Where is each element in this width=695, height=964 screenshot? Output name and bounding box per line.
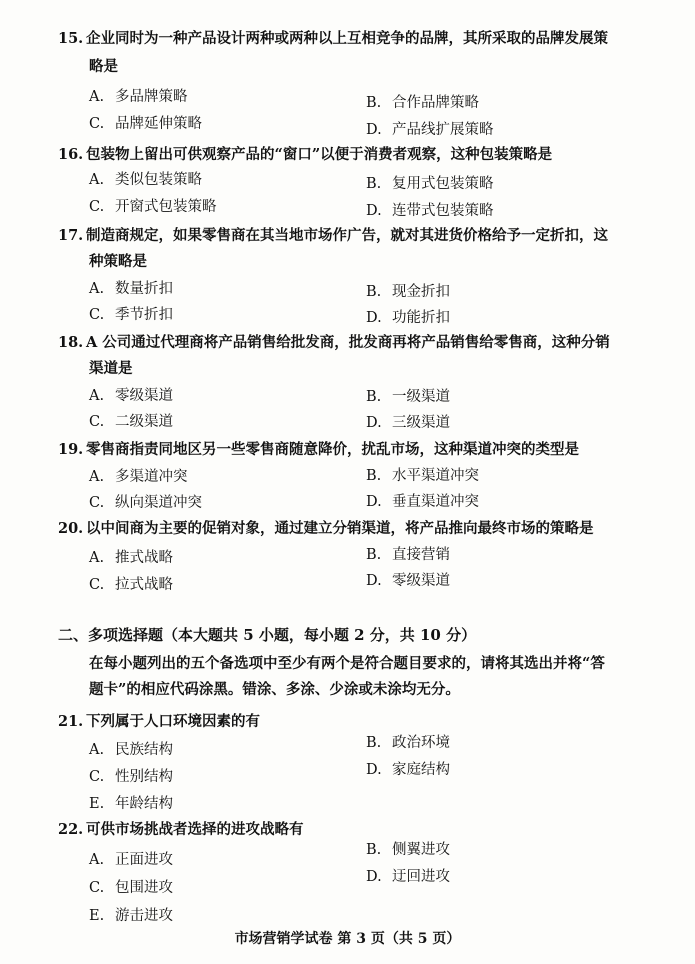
question-15 [58,27,608,48]
option-b: B. 直接营销 [366,547,450,563]
question-text: 制造商规定，如果零售商在其当地市场作广告，就对其进货价格给予一定折扣，这 [86,227,608,244]
option-c: C. 二级渠道 [89,414,173,430]
question-number: 16. [58,146,84,163]
option-c: C. 性别结构 [89,769,173,785]
question-text: 企业同时为一种产品设计两种或两种以上互相竞争的品牌，其所采取的品牌发展策 [86,30,608,47]
option-d: D. 家庭结构 [366,762,450,778]
option-a: A. 零级渠道 [89,388,173,404]
option-a: A. 多品牌策略 [89,89,188,105]
section-title: 二、多项选择题（本大题共 5 小题，每小题 2 分，共 10 分） [58,626,477,644]
section-instructions-line1: 在每小题列出的五个备选项中至少有两个是符合题目要求的，请将其选出并将“答 [89,655,605,672]
option-b: B. 一级渠道 [366,389,450,405]
option-e: E. 年龄结构 [89,796,173,812]
option-a: A. 正面进攻 [89,852,173,868]
question-20 [58,517,594,538]
option-c: C. 拉式战略 [89,577,173,593]
option-d: D. 连带式包装策略 [366,203,494,219]
option-b: B. 复用式包装策略 [366,176,494,192]
option-a: A. 推式战略 [89,550,173,566]
question-number: 22. [58,821,84,838]
page-footer: 市场营销学试卷 第 3 页（共 5 页） [234,931,461,947]
section-instructions-line2: 题卡”的相应代码涂黑。错涂、多涂、少涂或未涂均无分。 [89,681,460,698]
question-text-continued: 略是 [89,58,118,75]
question-17 [58,224,608,245]
question-text: 下列属于人口环境因素的有 [86,713,260,730]
option-a: A. 多渠道冲突 [89,469,188,485]
question-text-continued: 渠道是 [89,360,133,377]
question-18 [58,331,610,352]
option-d: D. 功能折扣 [366,310,450,326]
option-b: B. 侧翼进攻 [366,842,450,858]
option-c: C. 季节折扣 [89,307,173,323]
question-text: 包装物上留出可供观察产品的“窗口”以便于消费者观察，这种包装策略是 [86,146,553,163]
question-number: 20. [58,520,84,537]
option-d: D. 三级渠道 [366,415,450,431]
question-text-continued: 种策略是 [89,253,147,270]
question-text: 可供市场挑战者选择的进攻战略有 [86,821,304,838]
option-b: B. 政治环境 [366,735,450,751]
question-number: 15. [58,30,84,47]
question-22 [58,818,304,839]
question-text: A 公司通过代理商将产品销售给批发商，批发商再将产品销售给零售商，这种分销 [86,334,610,351]
option-d: D. 垂直渠道冲突 [366,494,479,510]
option-b: B. 现金折扣 [366,284,450,300]
question-text: 以中间商为主要的促销对象，通过建立分销渠道，将产品推向最终市场的策略是 [86,520,594,537]
option-c: C. 品牌延伸策略 [89,116,202,132]
question-21 [58,710,260,731]
question-number: 21. [58,713,84,730]
option-b: B. 合作品牌策略 [366,95,479,111]
option-c: C. 包围进攻 [89,880,173,896]
question-number: 17. [58,227,84,244]
question-19 [58,438,579,459]
option-c: C. 开窗式包装策略 [89,199,217,215]
option-a: A. 民族结构 [89,742,173,758]
option-e: E. 游击进攻 [89,908,173,924]
option-b: B. 水平渠道冲突 [366,468,479,484]
option-a: A. 类似包装策略 [89,172,202,188]
option-c: C. 纵向渠道冲突 [89,495,202,511]
question-text: 零售商指责同地区另一些零售商随意降价，扰乱市场，这种渠道冲突的类型是 [86,441,579,458]
option-d: D. 产品线扩展策略 [366,122,494,138]
question-16 [58,143,552,164]
option-a: A. 数量折扣 [89,281,173,297]
option-d: D. 迂回进攻 [366,869,450,885]
question-number: 18. [58,334,84,351]
question-number: 19. [58,441,84,458]
option-d: D. 零级渠道 [366,573,450,589]
